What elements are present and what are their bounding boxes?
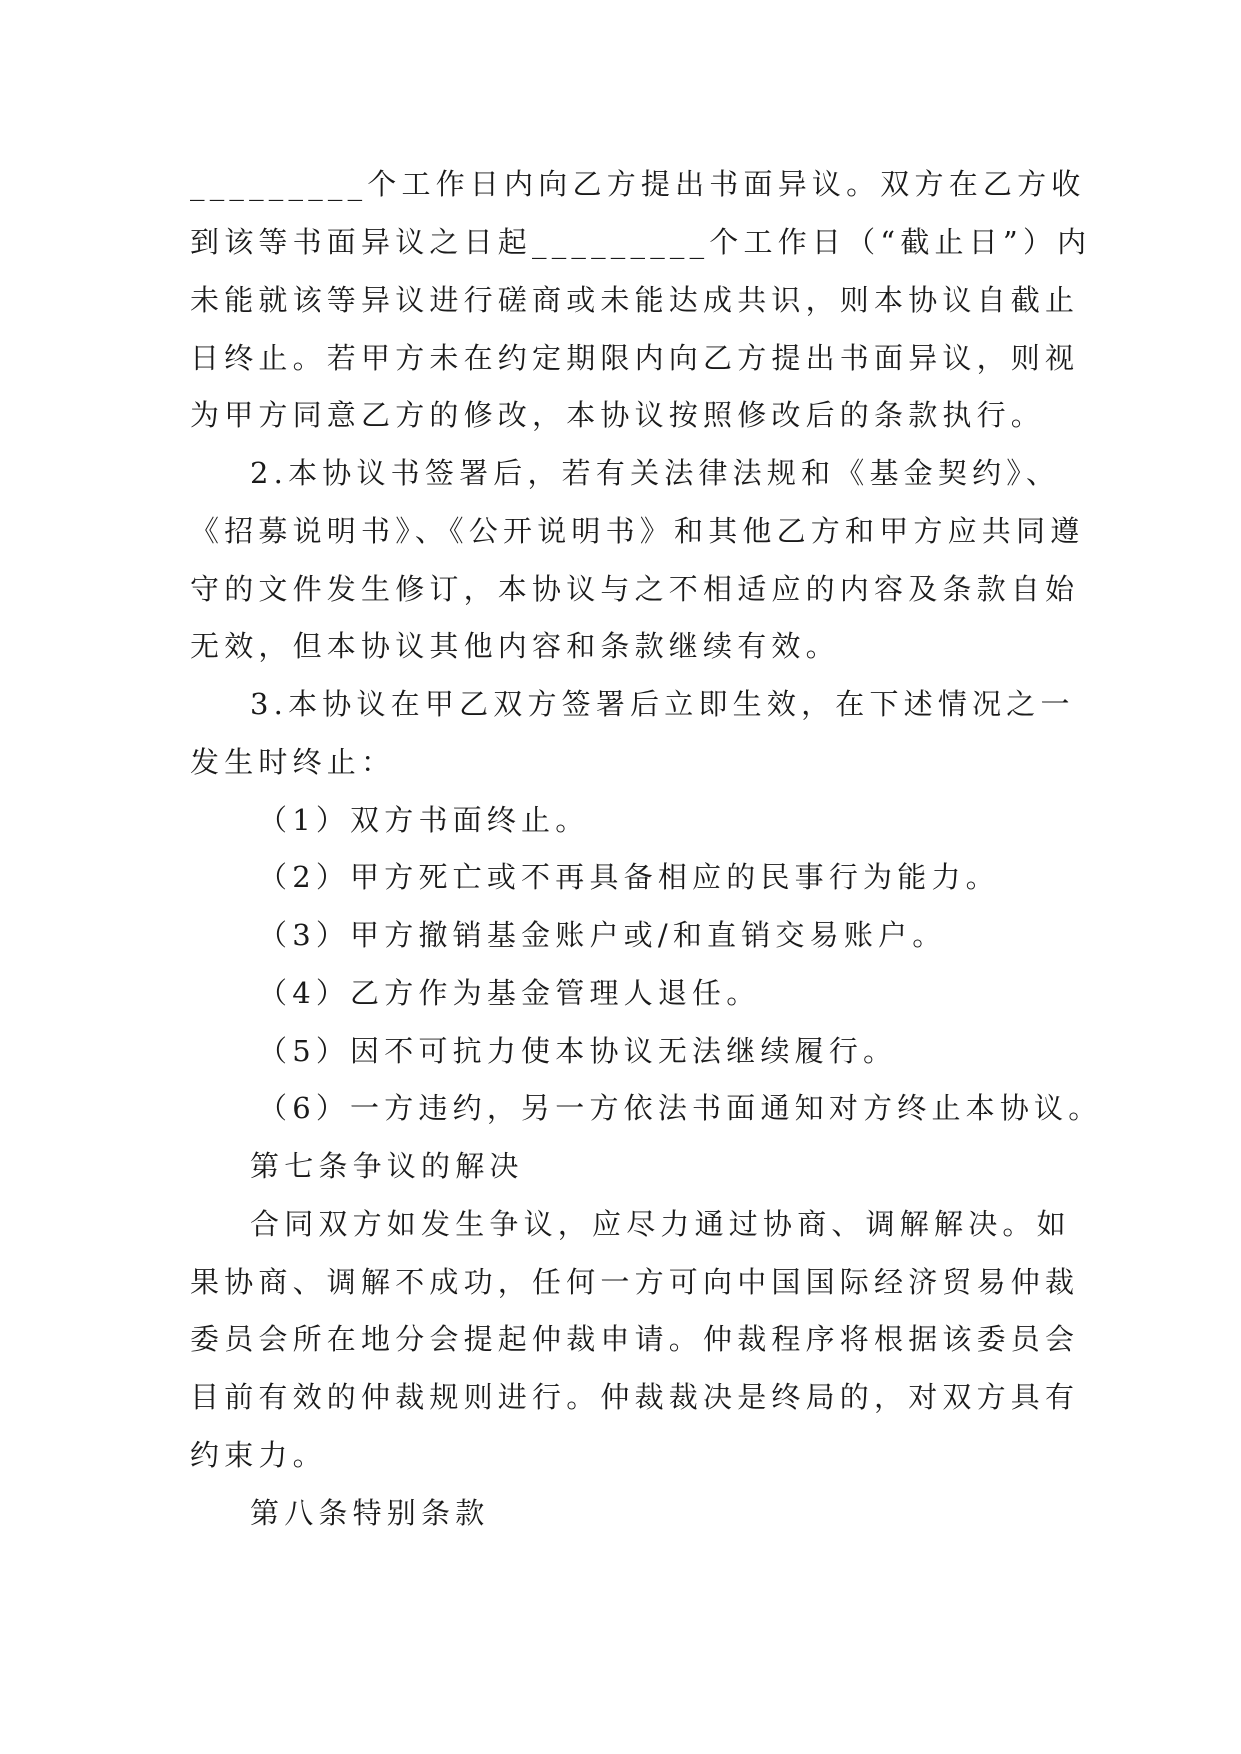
text-line: 目前有效的仲裁规则进行。仲裁裁决是终局的，对双方具有 <box>190 1380 1080 1414</box>
text-line: _________个工作日内向乙方提出书面异议。双方在乙方收 <box>190 167 1086 201</box>
section-heading: 第八条特别条款 <box>250 1496 490 1530</box>
text-line: 无效，但本协议其他内容和条款继续有效。 <box>190 629 840 663</box>
list-item: （4）乙方作为基金管理人退任。 <box>258 976 761 1010</box>
list-item: （6）一方违约，另一方依法书面通知对方终止本协议。 <box>258 1091 1103 1125</box>
text-line: 日终止。若甲方未在约定期限内向乙方提出书面异议，则视 <box>190 341 1080 375</box>
clause-3-start: 3.本协议在甲乙双方签署后立即生效，在下述情况之一 <box>250 687 1075 721</box>
text-line: 果协商、调解不成功，任何一方可向中国国际经济贸易仲裁 <box>190 1265 1080 1299</box>
clause-2-start: 2.本协议书签署后，若有关法律法规和《基金契约》、 <box>250 456 1061 490</box>
section-heading: 第七条争议的解决 <box>250 1149 524 1183</box>
list-item: （5）因不可抗力使本协议无法继续履行。 <box>258 1034 898 1068</box>
text-line: 到该等书面异议之日起_________个工作日（“截止日”）内 <box>190 225 1092 259</box>
list-item: （3）甲方撤销基金账户或/和直销交易账户。 <box>258 918 947 952</box>
text-line: 合同双方如发生争议，应尽力通过协商、调解解决。如 <box>250 1207 1071 1241</box>
text-line: 委员会所在地分会提起仲裁申请。仲裁程序将根据该委员会 <box>190 1322 1080 1356</box>
text-line: 发生时终止： <box>190 745 396 779</box>
text-line: 为甲方同意乙方的修改，本协议按照修改后的条款执行。 <box>190 398 1046 432</box>
list-item: （2）甲方死亡或不再具备相应的民事行为能力。 <box>258 860 1000 894</box>
text-line: 约束力。 <box>190 1438 327 1472</box>
text-line: 《招募说明书》、《公开说明书》和其他乙方和甲方应共同遵 <box>190 514 1085 548</box>
text-line: 守的文件发生修订，本协议与之不相适应的内容及条款自始 <box>190 572 1080 606</box>
list-item: （1）双方书面终止。 <box>258 803 590 837</box>
text-line: 未能就该等异议进行磋商或未能达成共识，则本协议自截止 <box>190 283 1080 317</box>
